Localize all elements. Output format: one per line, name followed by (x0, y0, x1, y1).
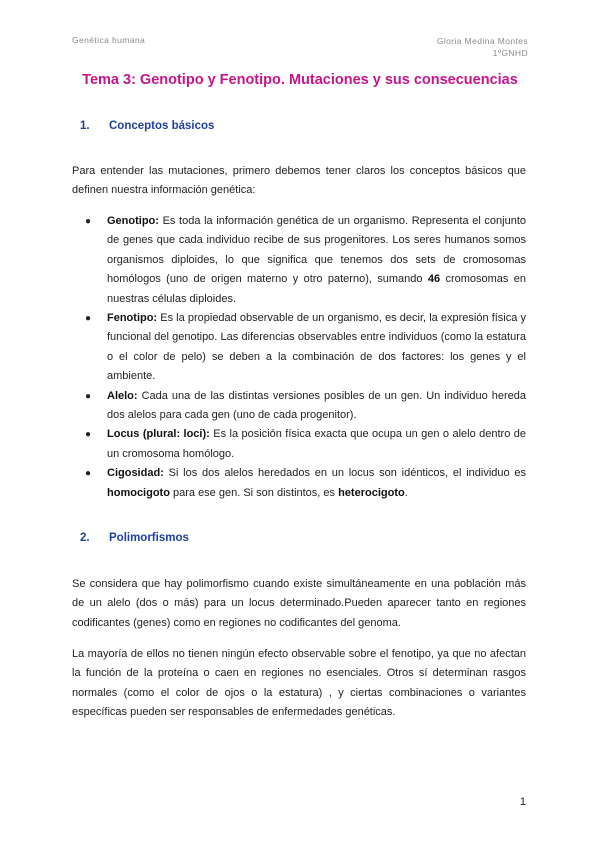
running-header-left: Genética humana (72, 35, 146, 45)
bullet-icon: ● (85, 468, 92, 480)
list-item: ● Alelo: Cada una de las distintas versiones posibles de un gen. Un individuo hereda dos alelos para cada gen (uno de cada progenitor). (80, 387, 526, 426)
section-title: Conceptos básicos (109, 120, 215, 132)
term: Genotipo: (107, 215, 159, 227)
section-heading-1 (80, 120, 214, 132)
bullet-icon: ● (85, 390, 92, 402)
section-number: 2. (80, 532, 90, 544)
list-item: ● Genotipo: Es toda la información genética de un organismo. Representa el conjunto de genes que cada individuo recibe de sus progenitores. Los seres humanos somos organismos diploides, lo que significa que tenemos dos sets de cromosomas homólogos (uno de origen materno y otro paterno), sumando 46 cromosomas en nuestras células diploides. (80, 212, 526, 309)
term: Alelo: (107, 389, 138, 402)
running-header-right (437, 35, 528, 59)
section-number: 1. (80, 120, 90, 132)
polymorphism-paragraph-1: Se considera que hay polimorfismo cuando existe simultáneamente en una población más de un alelo (dos o más) para un locus determinado.Pueden aparecer tanto en regiones codificantes (genes) como en regiones no codificantes del genoma. (72, 578, 526, 629)
list-item: ● Fenotipo: Es la propiedad observable de un organismo, es decir, la expresión física y funcional del genotipo. Las diferencias observables entre individuos (como la estatura o el color de pelo) se deben a la combinación de dos factores: los genes y el ambiente. (80, 309, 526, 387)
list-item: ● Cigosidad: Si los dos alelos heredados en un locus son idénticos, el individuo es homocigoto para ese gen. Si son distintos, es heterocigoto. (80, 464, 526, 503)
section-title: Polimorfismos (109, 532, 189, 544)
definitions-list (80, 212, 526, 503)
bullet-icon: ● (85, 216, 92, 227)
polymorphism-paragraph-2: La mayoría de ellos no tienen ningún efecto observable sobre el fenotipo, ya que no afectan la función de la proteína o caen en regiones no esenciales. Otros sí determinan rasgos normales (como el color de ojos o la estatura) , y ciertas combinaciones o variantes específicas pueden ser responsables de enfermedades genéticas. (72, 648, 526, 719)
term: Cigosidad: (107, 467, 164, 480)
page-number: 1 (519, 796, 526, 808)
author-name: Gloria Medina Montes (436, 36, 528, 46)
bullet-icon: ● (85, 429, 92, 441)
bullet-icon: ● (85, 313, 92, 325)
term: Locus (plural: loci): (107, 428, 210, 441)
term: Fenotipo: (107, 312, 158, 325)
list-item: ● Locus (plural: loci): Es la posición física exacta que ocupa un gen o alelo dentro de un cromosoma homólogo. (80, 425, 526, 464)
intro-paragraph: Para entender las mutaciones, primero debemos tener claros los conceptos básicos que definen nuestra información genética: (72, 165, 526, 197)
chromosome-count: 46 (427, 273, 441, 286)
page-title: Tema 3: Genotipo y Fenotipo. Mutaciones y sus consecuencias (82, 72, 518, 88)
section-heading-2 (80, 532, 189, 544)
course-code: 1ºGNHD (492, 48, 528, 58)
